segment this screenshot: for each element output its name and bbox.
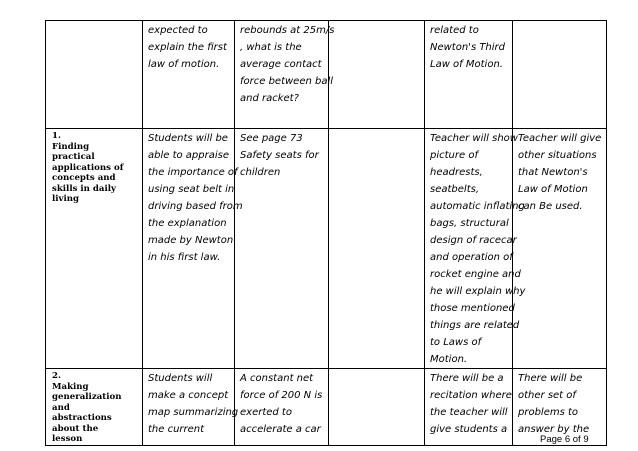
- stage-number: 1.: [52, 131, 61, 141]
- stage-text: Finding practical applications of concepts and skills in daily living: [52, 141, 124, 204]
- evaluation-cell: [513, 21, 607, 129]
- stage-cell: [46, 369, 143, 446]
- teacher-activity-cell: Teacher will show picture of headrests, seatbelts, automatic inflating bags, structural design of racecar and operation of rocket engine and he will explain why those mentioned things are related to Laws of Motion.: [425, 129, 513, 369]
- objectives-cell: Students will make a concept map summarizing the current: [143, 369, 235, 446]
- table-row: [46, 21, 607, 129]
- stage-cell: [46, 21, 143, 129]
- content-cell: rebounds at 25m/s , what is the average contact force between ball and racket?: [235, 21, 329, 129]
- stage-number: 2.: [52, 371, 61, 381]
- teacher-activity-cell: There will be a recitation where the teacher will give students a: [425, 369, 513, 446]
- stage-text: Making generalization and abstractions about the lesson: [52, 381, 122, 444]
- objectives-cell: Students will be able to appraise the importance of using seat belt in driving based from the explanation made by Newton in his first law.: [143, 129, 235, 369]
- evaluation-cell: Teacher will give other situations that Newton's Law of Motion can Be used.: [513, 129, 607, 369]
- lesson-plan-table: [45, 20, 607, 446]
- empty-cell: [329, 369, 425, 446]
- empty-cell: [329, 129, 425, 369]
- evaluation-cell: There will be other set of problems to answer by the: [513, 369, 607, 446]
- teacher-activity-cell: related to Newton's Third Law of Motion.: [425, 21, 513, 129]
- table-row: [46, 129, 607, 369]
- content-cell: See page 73 Safety seats for children: [235, 129, 329, 369]
- objectives-cell: expected to explain the first law of motion.: [143, 21, 235, 129]
- stage-cell: [46, 129, 143, 369]
- table-row: [46, 369, 607, 446]
- page-footer: Page 6 of 9: [540, 434, 589, 445]
- content-cell: A constant net force of 200 N is exerted to accelerate a car: [235, 369, 329, 446]
- empty-cell: [329, 21, 425, 129]
